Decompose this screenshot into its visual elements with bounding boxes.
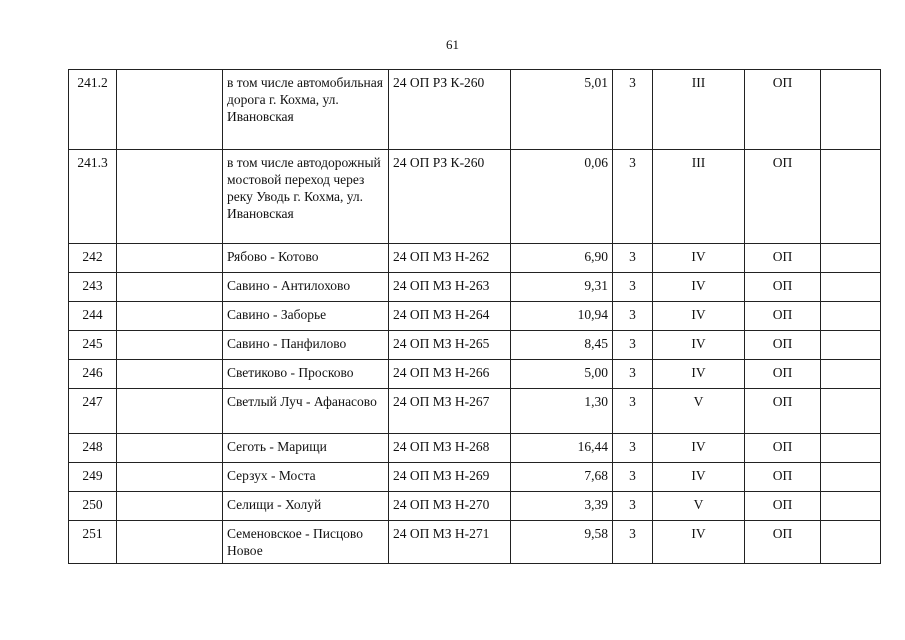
road-category-cell: 3 — [613, 492, 653, 521]
row-number-cell: 250 — [69, 492, 117, 521]
road-code-cell: 24 ОП МЗ Н-262 — [389, 244, 511, 273]
table-row — [69, 360, 881, 389]
road-length-cell: 5,00 — [511, 360, 613, 389]
road-class-cell: III — [653, 150, 745, 244]
blank-cell — [117, 434, 223, 463]
page-number: 61 — [446, 37, 459, 52]
row-number-cell: 245 — [69, 331, 117, 360]
table-row — [69, 463, 881, 492]
road-length-cell: 16,44 — [511, 434, 613, 463]
road-name-cell: в том числе автомобильная дорога г. Кохма, ул. Ивановская — [223, 70, 389, 150]
notes-cell — [821, 389, 881, 434]
road-length-cell: 10,94 — [511, 302, 613, 331]
notes-cell — [821, 463, 881, 492]
road-length-cell: 5,01 — [511, 70, 613, 150]
row-number-cell: 241.3 — [69, 150, 117, 244]
road-class-cell: IV — [653, 360, 745, 389]
road-name-cell: в том числе автодорожный мостовой переход через реку Уводь г. Кохма, ул. Ивановская — [223, 150, 389, 244]
road-type-cell: ОП — [745, 331, 821, 360]
road-length-cell: 9,31 — [511, 273, 613, 302]
road-type-cell: ОП — [745, 150, 821, 244]
road-category-cell: 3 — [613, 434, 653, 463]
table-row — [69, 492, 881, 521]
road-name-cell: Савино - Антилохово — [223, 273, 389, 302]
table-row — [69, 434, 881, 463]
row-number-cell: 246 — [69, 360, 117, 389]
blank-cell — [117, 521, 223, 564]
notes-cell — [821, 302, 881, 331]
road-name-cell: Селищи - Холуй — [223, 492, 389, 521]
road-category-cell: 3 — [613, 70, 653, 150]
blank-cell — [117, 389, 223, 434]
road-class-cell: IV — [653, 434, 745, 463]
notes-cell — [821, 150, 881, 244]
blank-cell — [117, 70, 223, 150]
road-class-cell: IV — [653, 244, 745, 273]
road-code-cell: 24 ОП РЗ К-260 — [389, 70, 511, 150]
road-category-cell: 3 — [613, 244, 653, 273]
road-category-cell: 3 — [613, 389, 653, 434]
road-class-cell: IV — [653, 331, 745, 360]
table-row — [69, 70, 881, 150]
road-category-cell: 3 — [613, 150, 653, 244]
table-row — [69, 521, 881, 564]
row-number-cell: 243 — [69, 273, 117, 302]
blank-cell — [117, 360, 223, 389]
road-category-cell: 3 — [613, 521, 653, 564]
blank-cell — [117, 244, 223, 273]
road-code-cell: 24 ОП МЗ Н-271 — [389, 521, 511, 564]
road-type-cell: ОП — [745, 389, 821, 434]
road-class-cell: V — [653, 492, 745, 521]
road-type-cell: ОП — [745, 434, 821, 463]
road-code-cell: 24 ОП МЗ Н-270 — [389, 492, 511, 521]
road-length-cell: 3,39 — [511, 492, 613, 521]
notes-cell — [821, 521, 881, 564]
road-name-cell: Савино - Заборье — [223, 302, 389, 331]
road-type-cell: ОП — [745, 273, 821, 302]
road-code-cell: 24 ОП РЗ К-260 — [389, 150, 511, 244]
table-row — [69, 273, 881, 302]
road-class-cell: V — [653, 389, 745, 434]
road-type-cell: ОП — [745, 492, 821, 521]
road-type-cell: ОП — [745, 521, 821, 564]
notes-cell — [821, 492, 881, 521]
table-row — [69, 150, 881, 244]
table-row — [69, 389, 881, 434]
road-class-cell: IV — [653, 463, 745, 492]
road-code-cell: 24 ОП МЗ Н-263 — [389, 273, 511, 302]
road-type-cell: ОП — [745, 463, 821, 492]
road-length-cell: 0,06 — [511, 150, 613, 244]
blank-cell — [117, 463, 223, 492]
row-number-cell: 251 — [69, 521, 117, 564]
roads-table — [68, 69, 881, 564]
road-name-cell: Сеготь - Марищи — [223, 434, 389, 463]
road-type-cell: ОП — [745, 302, 821, 331]
road-name-cell: Светлый Луч - Афанасово — [223, 389, 389, 434]
road-category-cell: 3 — [613, 302, 653, 331]
road-length-cell: 6,90 — [511, 244, 613, 273]
notes-cell — [821, 360, 881, 389]
notes-cell — [821, 331, 881, 360]
blank-cell — [117, 273, 223, 302]
road-class-cell: III — [653, 70, 745, 150]
road-code-cell: 24 ОП МЗ Н-264 — [389, 302, 511, 331]
row-number-cell: 242 — [69, 244, 117, 273]
blank-cell — [117, 331, 223, 360]
road-type-cell: ОП — [745, 244, 821, 273]
road-name-cell: Семеновское - Писцово Новое — [223, 521, 389, 564]
row-number-cell: 244 — [69, 302, 117, 331]
notes-cell — [821, 434, 881, 463]
road-category-cell: 3 — [613, 273, 653, 302]
road-length-cell: 9,58 — [511, 521, 613, 564]
road-name-cell: Рябово - Котово — [223, 244, 389, 273]
row-number-cell: 241.2 — [69, 70, 117, 150]
road-type-cell: ОП — [745, 360, 821, 389]
road-code-cell: 24 ОП МЗ Н-268 — [389, 434, 511, 463]
road-code-cell: 24 ОП МЗ Н-269 — [389, 463, 511, 492]
road-type-cell: ОП — [745, 70, 821, 150]
notes-cell — [821, 273, 881, 302]
blank-cell — [117, 492, 223, 521]
table-row — [69, 244, 881, 273]
notes-cell — [821, 244, 881, 273]
road-code-cell: 24 ОП МЗ Н-267 — [389, 389, 511, 434]
table-row — [69, 331, 881, 360]
road-length-cell: 7,68 — [511, 463, 613, 492]
road-class-cell: IV — [653, 521, 745, 564]
row-number-cell: 247 — [69, 389, 117, 434]
road-length-cell: 8,45 — [511, 331, 613, 360]
road-name-cell: Светиково - Просково — [223, 360, 389, 389]
road-category-cell: 3 — [613, 331, 653, 360]
notes-cell — [821, 70, 881, 150]
row-number-cell: 249 — [69, 463, 117, 492]
road-class-cell: IV — [653, 302, 745, 331]
blank-cell — [117, 150, 223, 244]
road-class-cell: IV — [653, 273, 745, 302]
table-row — [69, 302, 881, 331]
road-length-cell: 1,30 — [511, 389, 613, 434]
road-category-cell: 3 — [613, 463, 653, 492]
road-code-cell: 24 ОП МЗ Н-265 — [389, 331, 511, 360]
blank-cell — [117, 302, 223, 331]
row-number-cell: 248 — [69, 434, 117, 463]
road-category-cell: 3 — [613, 360, 653, 389]
road-name-cell: Савино - Панфилово — [223, 331, 389, 360]
road-name-cell: Серзух - Моста — [223, 463, 389, 492]
road-code-cell: 24 ОП МЗ Н-266 — [389, 360, 511, 389]
